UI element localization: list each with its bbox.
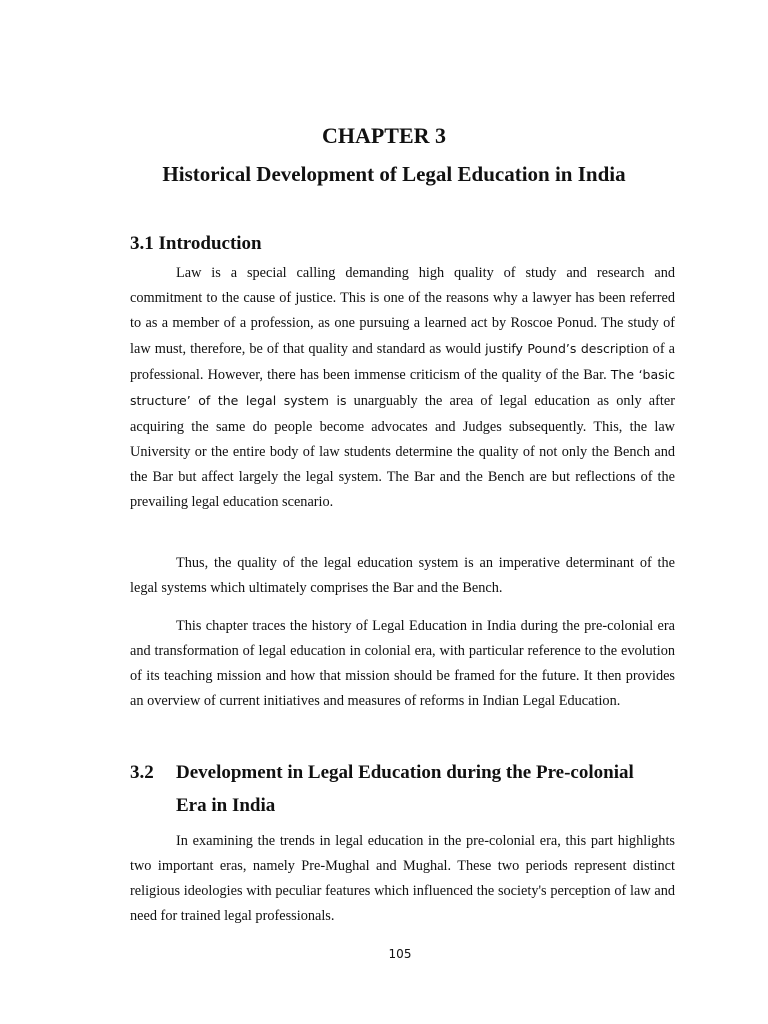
chapter-title: Historical Development of Legal Education in India [162, 162, 626, 186]
pre-colonial-paragraph-1: In examining the trends in legal education in the pre-colonial era, this part highlights two important eras, namely Pre-Mughal and Mughal. These two periods represent distinct religious ideologies with peculiar features which influenced the society's perception of law and need for trained legal professionals. [130, 833, 675, 925]
paragraph-text-alt-font: justify Pound’s descrip [485, 341, 627, 357]
paragraph-text-alt-font: The ‘basic structure’ of the legal system is [130, 367, 675, 409]
introduction-paragraph-3: This chapter traces the history of Legal Education in India during the pre-colonial era and transformation of legal education in colonial era, with particular reference to the evolution of its teaching mission and how that mission should be framed for the future. It then provides an overview of current initiatives and measures of reforms in Indian Legal Education. [130, 618, 675, 710]
paragraph-text: Law is a special calling demanding high quality of study and research and commitment to the cause of justice. This is one of the reasons why a lawyer has been referred to as a member of a profession, as one pursuing a learned act by Roscoe Ponud. The study of law must, therefore, be of that quality and standard as would [130, 265, 675, 358]
page-number: 105 [388, 947, 412, 961]
chapter-label: CHAPTER 3 [321, 123, 447, 148]
introduction-paragraph-2: Thus, the quality of the legal education system is an imperative determinant of the legal systems which ultimately comprises the Bar and the Bench. [130, 555, 675, 597]
paragraph-text: tion of a professional. However, there has been immense criticism of the quality of the Bar. [130, 341, 675, 384]
section-heading-pre-colonial [130, 756, 690, 822]
section-heading-line-1: Development in Legal Education during the Pre-colonial [176, 762, 634, 783]
introduction-paragraph-1 [130, 261, 675, 515]
section-heading-line-2: Era in India [176, 795, 276, 816]
section-number: 3.2 [130, 762, 154, 783]
paragraph-text: unarguably the area of legal education as only after acquiring the same do people become advocates and Judges subsequently. This, the law University or the entire body of law students determine the quality of not only the Bench and the Bar but affect largely the legal system. The Bar and the Bench are but reflections of the prevailing legal education scenario. [130, 393, 675, 510]
section-heading-introduction: 3.1 Introduction [130, 233, 262, 254]
